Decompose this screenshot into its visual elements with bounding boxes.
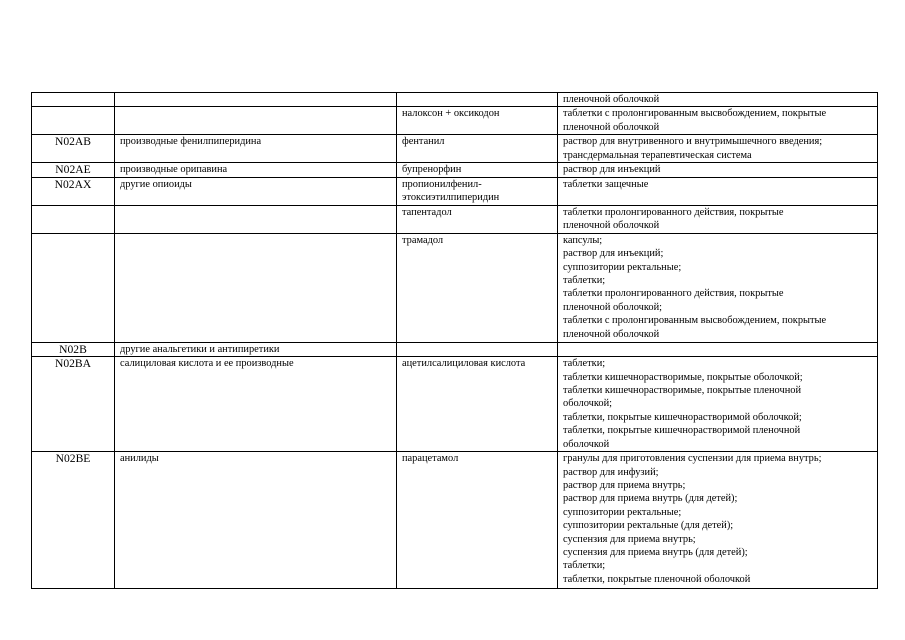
dosage-form-cell bbox=[558, 107, 878, 135]
dosage-form-cell bbox=[558, 452, 878, 589]
dosage-form-line: раствор для приема внутрь (для детей); bbox=[563, 493, 738, 505]
pharmacological-group-cell: другие опиоиды bbox=[115, 177, 397, 205]
table-body bbox=[32, 93, 878, 589]
drug-name-cell bbox=[397, 93, 558, 107]
dosage-form-line: таблетки пролонгированного действия, покрытые bbox=[563, 288, 784, 300]
dosage-form-line: суспензия для приема внутрь; bbox=[563, 533, 696, 545]
dosage-form-line: гранулы для приготовления суспензии для приема внутрь; bbox=[563, 453, 822, 465]
pharmacological-group-cell: анилиды bbox=[115, 452, 397, 589]
dosage-form-line: таблетки; bbox=[563, 358, 606, 370]
drug-name-cell: налоксон + оксикодон bbox=[397, 107, 558, 135]
dosage-form-line: таблетки с пролонгированным высвобождением, покрытые bbox=[563, 108, 827, 120]
dosage-form-cell bbox=[558, 135, 878, 163]
drug-name-cell: тапентадол bbox=[397, 205, 558, 233]
dosage-form-line: суппозитории ректальные (для детей); bbox=[563, 520, 734, 532]
dosage-form-line: таблетки, покрытые кишечнорастворимой оболочкой; bbox=[563, 411, 802, 423]
dosage-form-line: суппозитории ректальные; bbox=[563, 261, 682, 273]
dosage-form-line: капсулы; bbox=[563, 234, 603, 246]
drug-name-cell: ацетилсалициловая кислота bbox=[397, 357, 558, 452]
table-row bbox=[32, 357, 878, 452]
table-row bbox=[32, 205, 878, 233]
dosage-form-line: пленочной оболочкой bbox=[563, 121, 660, 133]
dosage-form-line: раствор для инъекций bbox=[563, 164, 661, 176]
atc-code-cell: N02AE bbox=[32, 163, 115, 177]
dosage-form-line: пленочной оболочкой bbox=[563, 328, 660, 340]
dosage-form-line: раствор для инъекций; bbox=[563, 248, 664, 260]
pharmacological-group-cell bbox=[115, 233, 397, 342]
dosage-form-line: таблетки кишечнорастворимые, покрытые оболочкой; bbox=[563, 371, 803, 383]
dosage-form-line: таблетки, покрытые пленочной оболочкой bbox=[563, 573, 751, 585]
drug-name-cell bbox=[397, 177, 558, 205]
dosage-form-cell bbox=[558, 93, 878, 107]
dosage-form-line: таблетки защечные bbox=[563, 178, 649, 190]
dosage-form-cell bbox=[558, 233, 878, 342]
dosage-form-cell bbox=[558, 177, 878, 205]
drug-classification-table bbox=[31, 92, 878, 589]
atc-code-cell bbox=[32, 93, 115, 107]
table-row bbox=[32, 163, 878, 177]
drug-name-cell: парацетамол bbox=[397, 452, 558, 589]
dosage-form-line: таблетки кишечнорастворимые, покрытые пленочной bbox=[563, 385, 802, 397]
dosage-form-line: оболочкой; bbox=[563, 398, 613, 410]
atc-code-cell: N02AX bbox=[32, 177, 115, 205]
dosage-form-line: раствор для инфузий; bbox=[563, 466, 659, 478]
atc-code-cell bbox=[32, 107, 115, 135]
pharmacological-group-cell bbox=[115, 107, 397, 135]
dosage-form-line: таблетки пролонгированного действия, покрытые bbox=[563, 206, 784, 218]
atc-code-cell: N02BE bbox=[32, 452, 115, 589]
drug-name-cell bbox=[397, 342, 558, 356]
atc-code-cell: N02B bbox=[32, 342, 115, 356]
table-row bbox=[32, 93, 878, 107]
dosage-form-line: трансдермальная терапевтическая система bbox=[563, 149, 752, 161]
dosage-form-line: таблетки, покрытые кишечнорастворимой пленочной bbox=[563, 425, 801, 437]
atc-code-cell bbox=[32, 233, 115, 342]
atc-code-cell: N02AB bbox=[32, 135, 115, 163]
dosage-form-cell bbox=[558, 163, 878, 177]
pharmacological-group-cell: другие анальгетики и антипиретики bbox=[115, 342, 397, 356]
drug-name-cell: фентанил bbox=[397, 135, 558, 163]
dosage-form-line: пленочной оболочкой bbox=[563, 220, 660, 232]
dosage-form-line: пленочной оболочкой; bbox=[563, 301, 663, 313]
table-row bbox=[32, 452, 878, 589]
dosage-form-line: таблетки; bbox=[563, 560, 606, 572]
table-row bbox=[32, 135, 878, 163]
dosage-form-line: таблетки с пролонгированным высвобождением, покрытые bbox=[563, 315, 827, 327]
dosage-form-line: раствор для приема внутрь; bbox=[563, 480, 686, 492]
dosage-form-cell bbox=[558, 357, 878, 452]
dosage-form-line: суспензия для приема внутрь (для детей); bbox=[563, 547, 748, 559]
table-row bbox=[32, 342, 878, 356]
atc-code-cell: N02BA bbox=[32, 357, 115, 452]
pharmacological-group-cell bbox=[115, 205, 397, 233]
dosage-form-line: раствор для внутривенного и внутримышечного введения; bbox=[563, 136, 823, 148]
dosage-form-cell bbox=[558, 342, 878, 356]
pharmacological-group-cell: производные орипавина bbox=[115, 163, 397, 177]
dosage-form-line: оболочкой bbox=[563, 438, 610, 450]
table-row bbox=[32, 233, 878, 342]
dosage-form-line: таблетки; bbox=[563, 275, 606, 287]
dosage-form-line: пленочной оболочкой bbox=[563, 94, 660, 105]
pharmacological-group-cell: производные фенилпиперидина bbox=[115, 135, 397, 163]
pharmacological-group-cell bbox=[115, 93, 397, 107]
drug-name-line: пропионилфенил- bbox=[402, 178, 482, 190]
table-row bbox=[32, 177, 878, 205]
drug-name-cell: бупренорфин bbox=[397, 163, 558, 177]
dosage-form-cell bbox=[558, 205, 878, 233]
pharmacological-group-cell: салициловая кислота и ее производные bbox=[115, 357, 397, 452]
atc-code-cell bbox=[32, 205, 115, 233]
table-row bbox=[32, 107, 878, 135]
drug-name-cell: трамадол bbox=[397, 233, 558, 342]
drug-name-line: этоксиэтилпиперидин bbox=[402, 192, 500, 204]
dosage-form-line: суппозитории ректальные; bbox=[563, 506, 682, 518]
